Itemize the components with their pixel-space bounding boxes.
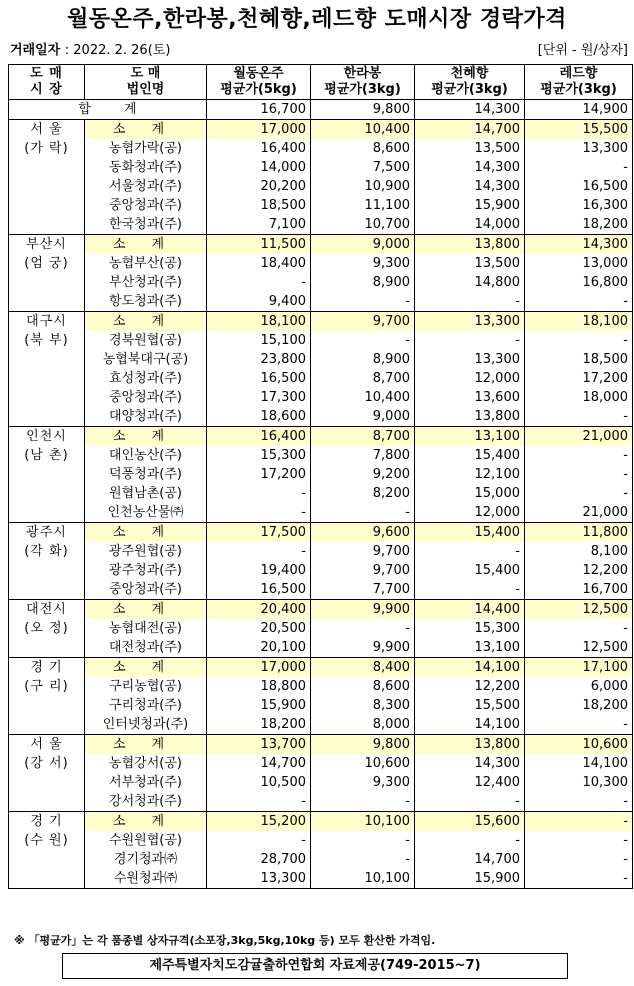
price-value: 14,000 (207, 158, 311, 177)
header-firm (85, 65, 207, 100)
source-box: 제주특별자치도감귤출하연합회 자료제공(749-2015~7) (62, 953, 568, 979)
table-row (9, 388, 633, 407)
price-value: - (415, 580, 525, 600)
subtotal-value: - (525, 812, 633, 832)
firm-name: 구리청과(주) (85, 696, 207, 715)
price-value: - (525, 446, 633, 465)
price-value: - (525, 831, 633, 850)
header-firm-text: 도 매 법인명 (126, 66, 165, 97)
price-value: 12,000 (415, 369, 525, 388)
table-row (9, 139, 633, 158)
price-value: 8,900 (311, 273, 415, 292)
trade-date (10, 40, 170, 62)
subtotal-value: 17,000 (207, 658, 311, 678)
price-value: 10,400 (311, 388, 415, 407)
trade-date-value: : 2022. 2. 26(토) (64, 43, 171, 58)
firm-name: 중앙청과(주) (85, 580, 207, 600)
price-value: 14,700 (207, 754, 311, 773)
subtotal-value: 14,700 (415, 120, 525, 140)
price-value: 13,600 (415, 388, 525, 407)
price-value: 15,300 (415, 619, 525, 638)
price-value: 14,000 (415, 215, 525, 235)
subtotal-value: 8,700 (311, 427, 415, 447)
firm-name: 대전청과(주) (85, 638, 207, 658)
subtotal-value: 13,800 (415, 735, 525, 755)
price-value: 20,200 (207, 177, 311, 196)
total-label-text: 합 계 (78, 102, 137, 117)
firm-name: 중앙청과(주) (85, 388, 207, 407)
price-value: 7,100 (207, 215, 311, 235)
price-value: 12,400 (415, 773, 525, 792)
price-value: 8,600 (311, 139, 415, 158)
total-value: 16,700 (207, 100, 311, 120)
market-name: 인천시 (남 촌) (24, 429, 69, 463)
price-value: 9,300 (311, 773, 415, 792)
subtotal-value: 8,400 (311, 658, 415, 678)
price-value: 12,000 (415, 503, 525, 523)
header-row (9, 65, 633, 100)
price-value: 8,900 (311, 350, 415, 369)
firm-name: 수원청과㈜ (85, 869, 207, 889)
table-row (9, 869, 633, 889)
price-value: - (207, 484, 311, 503)
subtotal-row (9, 523, 633, 543)
table-row (9, 177, 633, 196)
price-value: 18,200 (525, 215, 633, 235)
header-col3 (415, 65, 525, 100)
firm-name: 서울청과(주) (85, 177, 207, 196)
price-value: 8,600 (311, 677, 415, 696)
market-name: 광주시 (각 화) (24, 525, 69, 559)
price-value: 21,000 (525, 503, 633, 523)
price-value: 13,500 (415, 254, 525, 273)
firm-name: 덕풍청과(주) (85, 465, 207, 484)
price-value: - (207, 792, 311, 812)
market-cell (9, 523, 85, 600)
price-value: 13,800 (415, 407, 525, 427)
price-value: 9,700 (311, 542, 415, 561)
table-row (9, 715, 633, 735)
price-value: 13,000 (525, 254, 633, 273)
subtotal-value: 15,400 (415, 523, 525, 543)
price-value: - (415, 831, 525, 850)
price-value: - (525, 407, 633, 427)
total-value: 9,800 (311, 100, 415, 120)
table-row (9, 638, 633, 658)
price-value: 12,200 (415, 677, 525, 696)
price-value: 13,300 (207, 869, 311, 889)
header-col4-text: 레드향 평균가(3kg) (540, 66, 617, 97)
table-row (9, 696, 633, 715)
price-value: 7,700 (311, 580, 415, 600)
price-value: - (311, 850, 415, 869)
price-value: - (525, 850, 633, 869)
header-col4 (525, 65, 633, 100)
price-value: 13,300 (415, 350, 525, 369)
subtotal-label-text: 소계 (112, 737, 191, 752)
firm-name: 광주원협(공) (85, 542, 207, 561)
price-value: - (525, 465, 633, 484)
firm-name: 인터넷청과(주) (85, 715, 207, 735)
firm-name: 경기청과㈜ (85, 850, 207, 869)
table-row (9, 754, 633, 773)
price-value: 12,200 (525, 561, 633, 580)
price-value: 13,500 (415, 139, 525, 158)
market-cell (9, 600, 85, 658)
market-cell (9, 235, 85, 312)
table-row (9, 292, 633, 312)
subtotal-value: 9,800 (311, 735, 415, 755)
firm-name: 광주청과(주) (85, 561, 207, 580)
price-value: 16,700 (525, 580, 633, 600)
header-col2 (311, 65, 415, 100)
subtotal-row (9, 600, 633, 620)
subtotal-value: 13,300 (415, 312, 525, 332)
price-value: 9,300 (311, 254, 415, 273)
subtotal-value: 14,300 (525, 235, 633, 255)
header-col2-text: 한라봉 평균가(3kg) (324, 66, 401, 97)
price-value: - (207, 503, 311, 523)
price-value: 15,300 (207, 446, 311, 465)
subtotal-label (85, 120, 207, 140)
market-cell (9, 120, 85, 235)
price-value: 16,500 (525, 177, 633, 196)
price-value: 7,500 (311, 158, 415, 177)
table-row (9, 369, 633, 388)
price-value: 17,200 (525, 369, 633, 388)
market-cell (9, 735, 85, 812)
price-value: 16,400 (207, 139, 311, 158)
subtotal-label (85, 812, 207, 832)
subtotal-label-text: 소계 (112, 814, 191, 829)
price-value: 14,700 (415, 850, 525, 869)
firm-name: 원협남촌(공) (85, 484, 207, 503)
subtotal-value: 11,500 (207, 235, 311, 255)
firm-name: 농협부산(공) (85, 254, 207, 273)
price-value: 15,500 (415, 696, 525, 715)
price-value: 20,500 (207, 619, 311, 638)
market-name: 경 기 (구 리) (24, 660, 69, 694)
subtotal-row (9, 735, 633, 755)
price-value: 11,100 (311, 196, 415, 215)
table-row (9, 407, 633, 427)
price-value: 16,500 (207, 580, 311, 600)
firm-name: 부산청과(주) (85, 273, 207, 292)
subtotal-row (9, 312, 633, 332)
price-value: 28,700 (207, 850, 311, 869)
subtotal-label-text: 소계 (112, 429, 191, 444)
table-row (9, 446, 633, 465)
price-value: - (311, 831, 415, 850)
firm-name: 대양청과(주) (85, 407, 207, 427)
subtotal-value: 15,200 (207, 812, 311, 832)
price-value: 9,900 (311, 638, 415, 658)
table-row (9, 254, 633, 273)
price-value: 10,500 (207, 773, 311, 792)
header-market (9, 65, 85, 100)
price-value: - (415, 792, 525, 812)
price-value: 10,700 (311, 215, 415, 235)
firm-name: 동화청과(주) (85, 158, 207, 177)
price-value: 17,200 (207, 465, 311, 484)
subtotal-label-text: 소계 (112, 122, 191, 137)
subtotal-label (85, 235, 207, 255)
price-value: - (207, 831, 311, 850)
price-value: 16,800 (525, 273, 633, 292)
page-title: 월동온주,한라봉,천혜향,레드향 도매시장 경락가격 (67, 7, 567, 32)
subtotal-value: 12,500 (525, 600, 633, 620)
price-value: 18,500 (207, 196, 311, 215)
header-col3-text: 천혜향 평균가(3kg) (431, 66, 508, 97)
market-name: 서 울 (가 락) (24, 122, 69, 156)
price-value: 18,500 (525, 350, 633, 369)
firm-name: 중앙청과(주) (85, 196, 207, 215)
price-value: - (207, 273, 311, 292)
firm-name: 농협북대구(공) (85, 350, 207, 369)
table-row (9, 484, 633, 503)
market-name: 서 울 (강 서) (24, 737, 69, 771)
market-cell (9, 658, 85, 735)
price-value: 16,300 (525, 196, 633, 215)
trade-date-label: 거래일자 (10, 43, 65, 58)
subtotal-label (85, 523, 207, 543)
table-row (9, 331, 633, 350)
subtotal-value: 18,100 (207, 312, 311, 332)
firm-name: 항도청과(주) (85, 292, 207, 312)
price-value: 18,800 (207, 677, 311, 696)
table-row (9, 158, 633, 177)
firm-name: 경북원협(공) (85, 331, 207, 350)
firm-name: 한국청과(주) (85, 215, 207, 235)
price-value: 9,400 (207, 292, 311, 312)
unit-label: [단위 - 원/상자] (537, 43, 628, 58)
price-value: 14,800 (415, 273, 525, 292)
price-value: 9,200 (311, 465, 415, 484)
footnote-mark: ※ (14, 934, 25, 947)
firm-name: 인천농산물㈜ (85, 503, 207, 523)
subtotal-row (9, 658, 633, 678)
table-row (9, 850, 633, 869)
firm-name: 수원원협(공) (85, 831, 207, 850)
total-label (9, 100, 207, 120)
price-value: 10,100 (311, 869, 415, 889)
subtotal-value: 10,400 (311, 120, 415, 140)
table-row (9, 677, 633, 696)
price-value: 15,400 (415, 446, 525, 465)
price-value: - (525, 331, 633, 350)
subtotal-value: 14,400 (415, 600, 525, 620)
price-value: 9,700 (311, 561, 415, 580)
price-value: 8,300 (311, 696, 415, 715)
subtotal-label (85, 312, 207, 332)
subtotal-value: 21,000 (525, 427, 633, 447)
price-value: - (525, 158, 633, 177)
price-value: 15,100 (207, 331, 311, 350)
price-value: - (311, 792, 415, 812)
price-value: - (525, 792, 633, 812)
price-value: 15,900 (207, 696, 311, 715)
price-value: 8,200 (311, 484, 415, 503)
table-row (9, 619, 633, 638)
market-name: 부산시 (엄 궁) (24, 237, 69, 271)
price-value: 9,000 (311, 407, 415, 427)
total-value: 14,900 (525, 100, 633, 120)
header-col1 (207, 65, 311, 100)
price-value: 8,700 (311, 369, 415, 388)
subtotal-row (9, 427, 633, 447)
price-table (8, 64, 633, 889)
table-row (9, 273, 633, 292)
subtotal-label-text: 소계 (112, 237, 191, 252)
table-row (9, 465, 633, 484)
total-row (9, 100, 633, 120)
market-name: 경 기 (수 원) (24, 814, 69, 848)
price-value: 8,000 (311, 715, 415, 735)
table-row (9, 503, 633, 523)
price-value: - (207, 542, 311, 561)
price-value: 10,600 (311, 754, 415, 773)
subtotal-label (85, 600, 207, 620)
meta-bar (10, 40, 628, 62)
price-value: - (525, 715, 633, 735)
subtotal-value: 17,100 (525, 658, 633, 678)
price-value: 12,500 (525, 638, 633, 658)
subtotal-value: 9,900 (311, 600, 415, 620)
subtotal-label-text: 소계 (112, 602, 191, 617)
subtotal-value: 10,600 (525, 735, 633, 755)
price-value: 16,500 (207, 369, 311, 388)
subtotal-row (9, 120, 633, 140)
firm-name: 구리농협(공) (85, 677, 207, 696)
price-value: 6,000 (525, 677, 633, 696)
table-row (9, 580, 633, 600)
market-cell (9, 312, 85, 427)
price-value: - (415, 542, 525, 561)
subtotal-label-text: 소계 (112, 660, 191, 675)
price-value: 10,300 (525, 773, 633, 792)
price-value: 18,200 (525, 696, 633, 715)
table-row (9, 350, 633, 369)
price-value: 14,300 (415, 158, 525, 177)
table-row (9, 773, 633, 792)
price-value: - (311, 503, 415, 523)
footnote-text: 「평균가」는 각 품종별 상자규격(소포장,3kg,5kg,10kg 등) 모두 환산한 가격임. (28, 934, 436, 947)
subtotal-value: 13,800 (415, 235, 525, 255)
firm-name: 농협대전(공) (85, 619, 207, 638)
price-value: 15,400 (415, 561, 525, 580)
price-value: 14,300 (415, 177, 525, 196)
subtotal-row (9, 812, 633, 832)
subtotal-value: 9,700 (311, 312, 415, 332)
price-value: 14,100 (415, 715, 525, 735)
table-row (9, 196, 633, 215)
price-value: - (311, 619, 415, 638)
subtotal-value: 13,700 (207, 735, 311, 755)
subtotal-value: 20,400 (207, 600, 311, 620)
price-value: - (525, 292, 633, 312)
price-value: - (415, 331, 525, 350)
price-value: - (311, 292, 415, 312)
subtotal-value: 14,100 (415, 658, 525, 678)
footnote (14, 932, 435, 948)
market-name: 대전시 (오 정) (24, 602, 69, 636)
firm-name: 대인농산(주) (85, 446, 207, 465)
header-col1-text: 월동온주 평균가(5kg) (220, 66, 297, 97)
price-value: - (525, 619, 633, 638)
price-value: 15,900 (415, 196, 525, 215)
price-value: 15,900 (415, 869, 525, 889)
subtotal-label (85, 735, 207, 755)
subtotal-value: 10,100 (311, 812, 415, 832)
price-value: 23,800 (207, 350, 311, 369)
firm-name: 농협강서(공) (85, 754, 207, 773)
price-value: 10,900 (311, 177, 415, 196)
market-name: 대구시 (북 부) (24, 314, 69, 348)
subtotal-value: 17,500 (207, 523, 311, 543)
price-value: 15,000 (415, 484, 525, 503)
subtotal-value: 9,600 (311, 523, 415, 543)
firm-name: 농협가락(공) (85, 139, 207, 158)
price-value: 18,600 (207, 407, 311, 427)
market-cell (9, 427, 85, 523)
subtotal-label-text: 소계 (112, 525, 191, 540)
subtotal-label (85, 658, 207, 678)
price-value: 12,100 (415, 465, 525, 484)
price-value: 18,400 (207, 254, 311, 273)
market-cell (9, 812, 85, 889)
subtotal-value: 17,000 (207, 120, 311, 140)
header-market-text: 도 매 시 장 (30, 66, 63, 97)
firm-name: 효성청과(주) (85, 369, 207, 388)
firm-name: 강서청과(주) (85, 792, 207, 812)
subtotal-value: 15,600 (415, 812, 525, 832)
price-value: 20,100 (207, 638, 311, 658)
price-value: 13,100 (415, 638, 525, 658)
subtotal-value: 18,100 (525, 312, 633, 332)
subtotal-value: 13,100 (415, 427, 525, 447)
price-value: 7,800 (311, 446, 415, 465)
price-value: 14,100 (525, 754, 633, 773)
subtotal-value: 16,400 (207, 427, 311, 447)
price-value: 17,300 (207, 388, 311, 407)
price-value: 13,300 (525, 139, 633, 158)
table-row (9, 215, 633, 235)
price-value: - (415, 292, 525, 312)
total-value: 14,300 (415, 100, 525, 120)
price-value: 8,100 (525, 542, 633, 561)
price-value: 19,400 (207, 561, 311, 580)
subtotal-row (9, 235, 633, 255)
subtotal-label (85, 427, 207, 447)
price-value: 18,000 (525, 388, 633, 407)
table-row (9, 542, 633, 561)
firm-name: 서부청과(주) (85, 773, 207, 792)
price-value: - (311, 331, 415, 350)
subtotal-value: 9,000 (311, 235, 415, 255)
price-value: - (525, 869, 633, 889)
price-table-body (9, 100, 633, 889)
subtotal-value: 15,500 (525, 120, 633, 140)
price-value: - (525, 484, 633, 503)
price-value: 14,300 (415, 754, 525, 773)
table-row (9, 561, 633, 580)
price-value: 18,200 (207, 715, 311, 735)
table-row (9, 831, 633, 850)
subtotal-label-text: 소계 (112, 314, 191, 329)
subtotal-value: 11,800 (525, 523, 633, 543)
table-row (9, 792, 633, 812)
